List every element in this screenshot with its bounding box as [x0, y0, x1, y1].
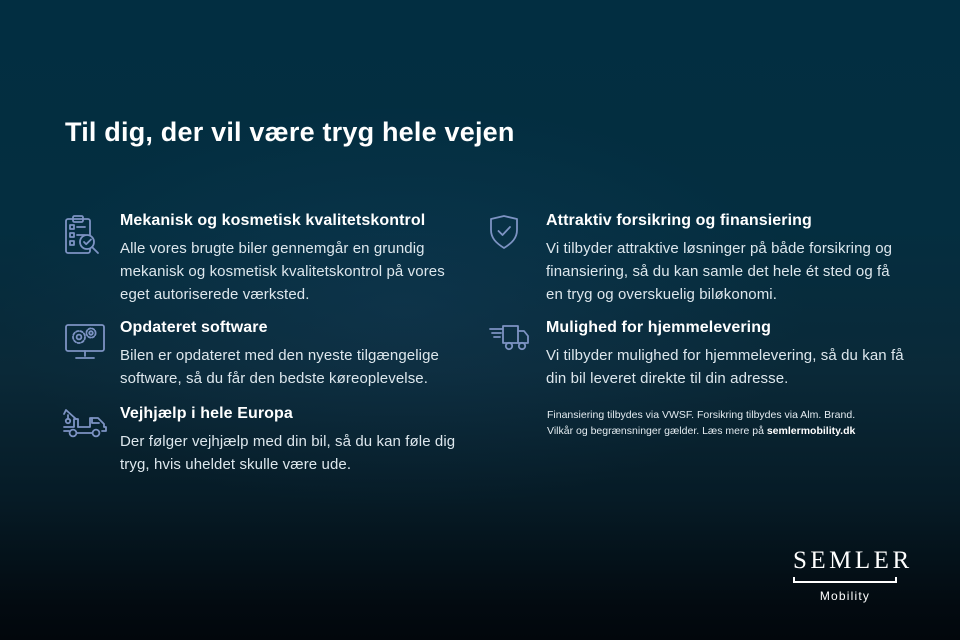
logo-underline: [793, 577, 897, 583]
clipboard-check-magnifier-icon: [62, 214, 108, 258]
logo-brand-text: SEMLER: [793, 547, 913, 574]
page-headline: Til dig, der vil være tryg hele vejen: [65, 117, 515, 147]
feature-title: Attraktiv forsikring og finansiering: [546, 212, 812, 229]
disclaimer-line2: [547, 423, 897, 439]
feature-body: Alle vores brugte biler gennemgår en grundig mekanisk og kosmetisk kvalitetskontrol på vores eget autoriserede værksted.: [120, 240, 445, 303]
feature-body: Der følger vejhjælp med din bil, så du kan føle dig tryg, hvis uheldet skulle være ude.: [120, 433, 456, 473]
semler-mobility-logo: [793, 547, 913, 603]
disclaimer-text: [547, 407, 897, 439]
shield-check-icon: [488, 214, 534, 252]
feature-updated-software: [62, 319, 464, 390]
feature-quality-control: [62, 212, 464, 306]
feature-body: Vi tilbyder mulighed for hjemmelevering, så du kan få din bil leveret direkte til din adresse.: [546, 347, 904, 387]
feature-home-delivery: [488, 319, 908, 390]
tow-truck-icon: [62, 407, 108, 441]
monitor-gears-icon: [62, 321, 108, 361]
disclaimer-line1: Finansiering tilbydes via VWSF. Forsikring tilbydes via Alm. Brand.: [547, 409, 856, 421]
feature-body: Bilen er opdateret med den nyeste tilgængelige software, så du får den bedste køreoplevelse.: [120, 347, 439, 387]
semlermobility-link[interactable]: semlermobility.dk: [766, 425, 856, 437]
feature-insurance-financing: [488, 212, 908, 306]
feature-title: Mulighed for hjemmelevering: [546, 319, 771, 336]
feature-roadside-assistance: [62, 405, 464, 476]
disclaimer-line2-text: Vilkår og begrænsninger gælder. Læs mere på: [547, 425, 767, 437]
feature-title: Vejhjælp i hele Europa: [120, 405, 293, 422]
feature-title: Opdateret software: [120, 319, 268, 336]
logo-sub-text: Mobility: [819, 589, 871, 603]
feature-body: Vi tilbyder attraktive løsninger på både forsikring og finansiering, så du kan samle det hele ét sted og få en tryg og overskuelig biløkonomi.: [546, 240, 893, 303]
delivery-truck-icon: [488, 321, 534, 353]
feature-title: Mekanisk og kosmetisk kvalitetskontrol: [120, 212, 426, 229]
